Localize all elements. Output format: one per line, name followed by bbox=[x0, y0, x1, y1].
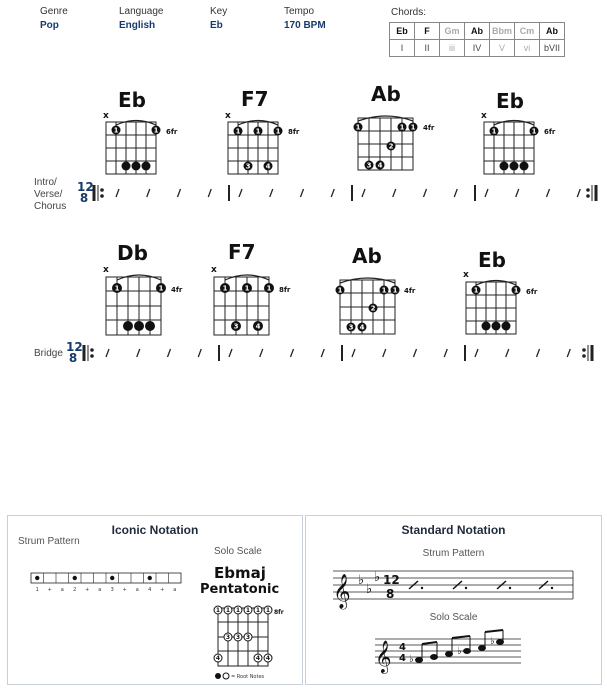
flat-icon: ♭ bbox=[490, 636, 495, 647]
svg-text:4: 4 bbox=[265, 655, 271, 662]
time-signature-top: 12 bbox=[77, 180, 94, 194]
strum-count-label: 3 bbox=[110, 587, 114, 593]
rhythm-slash bbox=[444, 349, 447, 357]
key-label: Key bbox=[210, 6, 228, 17]
chord-name: Eb bbox=[478, 248, 506, 272]
muted-string-marker: x bbox=[103, 265, 109, 275]
rhythm-slash bbox=[239, 189, 242, 197]
strum-hit-dot bbox=[148, 576, 152, 580]
strum-pattern-staff bbox=[331, 561, 581, 611]
chord-cell: Gm bbox=[440, 23, 465, 40]
svg-text:4: 4 bbox=[255, 322, 261, 331]
rhythm-slash-line bbox=[90, 182, 600, 204]
note-head bbox=[446, 652, 453, 657]
svg-text:1: 1 bbox=[255, 607, 261, 614]
svg-text:1: 1 bbox=[244, 284, 250, 293]
strum-count-label: a bbox=[98, 587, 102, 593]
strum-count-label: 2 bbox=[73, 587, 77, 593]
rhythm-slash bbox=[116, 189, 119, 197]
rhythm-slash bbox=[208, 189, 211, 197]
finger-dot bbox=[500, 162, 509, 171]
svg-text:2: 2 bbox=[388, 142, 394, 151]
time-signature bbox=[77, 180, 94, 205]
solo-scale-label: Solo Scale bbox=[429, 612, 478, 623]
rhythm-slash bbox=[537, 349, 540, 357]
scale-fretboard-diagram bbox=[208, 602, 288, 682]
flat-icon: ♭ bbox=[366, 582, 373, 597]
rhythm-slash bbox=[414, 349, 417, 357]
chord-name: F7 bbox=[241, 87, 269, 111]
chord-cell: F bbox=[415, 23, 440, 40]
fret-number: 6fr bbox=[166, 128, 178, 136]
chord-diagram-f7 bbox=[222, 110, 302, 180]
chord-diagram-eb bbox=[100, 110, 180, 180]
finger-dot bbox=[492, 322, 501, 331]
finger-dot bbox=[502, 322, 511, 331]
chords-table bbox=[389, 22, 565, 57]
rhythm-slash-line bbox=[80, 342, 600, 364]
svg-text:1: 1 bbox=[265, 607, 271, 614]
svg-text:1: 1 bbox=[399, 123, 405, 132]
svg-text:1: 1 bbox=[235, 607, 241, 614]
svg-text:3: 3 bbox=[225, 634, 231, 641]
language-label: Language bbox=[119, 6, 164, 17]
muted-string-marker: x bbox=[211, 265, 217, 275]
scale-name-line2: Pentatonic bbox=[200, 582, 280, 597]
muted-string-marker: x bbox=[103, 111, 109, 121]
strum-count-label: 1 bbox=[35, 587, 39, 593]
strum-count-label: + bbox=[85, 587, 90, 593]
fret-number: 4fr bbox=[404, 287, 416, 295]
rhythm-slash bbox=[475, 349, 478, 357]
genre-value: Pop bbox=[40, 20, 59, 31]
treble-clef-icon: 𝄞 bbox=[333, 574, 351, 609]
root-note-legend-dot bbox=[215, 673, 221, 679]
chord-diagram-db bbox=[100, 263, 195, 339]
strum-count-label: a bbox=[60, 587, 64, 593]
rhythm-slash bbox=[321, 349, 324, 357]
root-notes-legend: = Root Notes bbox=[231, 674, 265, 680]
fret-number: 8fr bbox=[274, 609, 284, 616]
chord-cell: Ab bbox=[465, 23, 490, 40]
numeral-cell: I bbox=[390, 40, 415, 57]
tempo-value: 170 BPM bbox=[284, 20, 326, 31]
svg-text:1: 1 bbox=[222, 284, 228, 293]
svg-text:1: 1 bbox=[381, 286, 387, 295]
chord-diagram-f7 bbox=[208, 263, 303, 339]
chords-table-names-row bbox=[390, 23, 565, 40]
section-label-line: Intro/ bbox=[34, 177, 57, 188]
rhythm-slash bbox=[260, 349, 263, 357]
solo-scale-staff bbox=[371, 624, 531, 679]
chord-cell: Eb bbox=[390, 23, 415, 40]
section-label-line: Chorus bbox=[34, 201, 67, 212]
rhythm-slash bbox=[147, 189, 150, 197]
finger-dot bbox=[520, 162, 529, 171]
finger-dot bbox=[482, 322, 491, 331]
repeat-dot bbox=[583, 355, 586, 358]
svg-text:1: 1 bbox=[153, 126, 159, 135]
fret-number: 8fr bbox=[288, 128, 300, 136]
rhythm-slash bbox=[383, 349, 386, 357]
svg-text:1: 1 bbox=[513, 286, 519, 295]
standard-notation-panel bbox=[305, 515, 602, 685]
rhythm-slash bbox=[291, 349, 294, 357]
svg-text:1: 1 bbox=[158, 284, 164, 293]
strum-count-label: 4 bbox=[148, 587, 152, 593]
rhythm-slash bbox=[516, 189, 519, 197]
numeral-cell: vi bbox=[515, 40, 540, 57]
svg-text:1: 1 bbox=[225, 607, 231, 614]
strum-hit-dot bbox=[35, 576, 39, 580]
flat-icon: ♭ bbox=[358, 573, 365, 588]
svg-text:1: 1 bbox=[531, 127, 537, 136]
rhythm-slash bbox=[547, 189, 550, 197]
time-signature-top: 4 bbox=[399, 642, 406, 653]
numeral-cell: IV bbox=[465, 40, 490, 57]
chord-cell: Cm bbox=[515, 23, 540, 40]
svg-text:1: 1 bbox=[410, 123, 416, 132]
muted-string-marker: x bbox=[481, 111, 487, 121]
chord-name: Ab bbox=[352, 244, 382, 268]
chords-table-numerals-row bbox=[390, 40, 565, 57]
note-head bbox=[479, 646, 486, 651]
panel-title: Standard Notation bbox=[401, 523, 506, 537]
strum-count-label: + bbox=[160, 587, 165, 593]
strum-hit-dot bbox=[73, 576, 77, 580]
svg-text:1: 1 bbox=[215, 607, 221, 614]
rhythm-slash bbox=[424, 189, 427, 197]
note-head bbox=[431, 655, 438, 660]
finger-dot bbox=[142, 162, 151, 171]
finger-dot bbox=[134, 321, 144, 331]
rhythm-slash bbox=[393, 189, 396, 197]
svg-text:3: 3 bbox=[245, 634, 251, 641]
finger-dot bbox=[510, 162, 519, 171]
rhythm-slash bbox=[567, 349, 570, 357]
svg-text:3: 3 bbox=[348, 323, 354, 332]
finger-dot bbox=[132, 162, 141, 171]
svg-text:1: 1 bbox=[114, 284, 120, 293]
repeat-dot bbox=[101, 195, 104, 198]
numeral-cell: II bbox=[415, 40, 440, 57]
flat-icon: ♭ bbox=[374, 570, 381, 585]
svg-text:1: 1 bbox=[255, 127, 261, 136]
flat-icon: ♭ bbox=[457, 646, 462, 657]
fret-number: 4fr bbox=[423, 124, 435, 132]
rhythm-slash bbox=[178, 189, 181, 197]
rhythm-slash bbox=[198, 349, 201, 357]
rhythm-dot bbox=[465, 587, 467, 589]
key-value: Eb bbox=[210, 20, 223, 31]
strum-count-label: + bbox=[122, 587, 127, 593]
fret-number: 8fr bbox=[279, 286, 291, 294]
rhythm-slash bbox=[362, 189, 365, 197]
rhythm-slash bbox=[485, 189, 488, 197]
time-signature-bottom: 8 bbox=[68, 351, 78, 365]
numeral-cell: V bbox=[490, 40, 515, 57]
rhythm-dot bbox=[509, 587, 511, 589]
treble-clef-icon: 𝄞 bbox=[375, 640, 392, 673]
solo-scale-label: Solo Scale bbox=[214, 546, 262, 557]
strum-pattern-label: Strum Pattern bbox=[422, 548, 485, 559]
muted-string-marker: x bbox=[225, 111, 231, 121]
rhythm-slash bbox=[331, 189, 334, 197]
finger-dot bbox=[145, 321, 155, 331]
time-signature bbox=[66, 340, 83, 365]
chord-diagram-eb bbox=[478, 110, 558, 180]
svg-text:4: 4 bbox=[377, 161, 383, 170]
rhythm-slash bbox=[168, 349, 171, 357]
repeat-dot bbox=[101, 189, 104, 192]
strum-pattern-grid bbox=[30, 571, 185, 593]
svg-text:3: 3 bbox=[245, 162, 251, 171]
chord-diagram-ab bbox=[350, 106, 440, 176]
rhythm-slash bbox=[137, 349, 140, 357]
rhythm-slash bbox=[229, 349, 232, 357]
svg-text:1: 1 bbox=[337, 286, 343, 295]
svg-text:1: 1 bbox=[266, 284, 272, 293]
time-signature-bottom: 8 bbox=[79, 191, 89, 205]
section-label-bridge: Bridge bbox=[34, 348, 63, 359]
note-head bbox=[497, 640, 504, 645]
repeat-dot bbox=[583, 349, 586, 352]
chords-table-label: Chords: bbox=[391, 7, 427, 18]
rhythm-slash bbox=[577, 189, 580, 197]
strum-hit-dot bbox=[110, 576, 114, 580]
svg-text:1: 1 bbox=[245, 607, 251, 614]
svg-text:3: 3 bbox=[366, 161, 372, 170]
strum-count-label: a bbox=[173, 587, 177, 593]
repeat-dot bbox=[91, 349, 94, 352]
chord-cell: Bbm bbox=[490, 23, 515, 40]
scale-name-line1: Ebmaj bbox=[214, 564, 266, 582]
svg-text:3: 3 bbox=[233, 322, 239, 331]
repeat-dot bbox=[587, 189, 590, 192]
rhythm-slash bbox=[270, 189, 273, 197]
svg-text:4: 4 bbox=[255, 655, 261, 662]
svg-text:1: 1 bbox=[491, 127, 497, 136]
chord-diagram-ab bbox=[332, 266, 427, 338]
svg-text:4: 4 bbox=[265, 162, 271, 171]
chord-name: F7 bbox=[228, 240, 256, 264]
rhythm-slash bbox=[106, 349, 109, 357]
chord-name: Db bbox=[117, 241, 148, 265]
section-label-intro-verse-chorus bbox=[34, 177, 66, 213]
time-signature-bottom: 8 bbox=[386, 587, 395, 601]
svg-text:3: 3 bbox=[235, 634, 241, 641]
svg-text:2: 2 bbox=[370, 304, 376, 313]
section-label-line: Verse/ bbox=[34, 189, 63, 200]
rhythm-dot bbox=[421, 587, 423, 589]
strum-pattern-label: Strum Pattern bbox=[18, 536, 80, 547]
rhythm-slash bbox=[454, 189, 457, 197]
time-signature-top: 12 bbox=[66, 340, 83, 354]
svg-text:1: 1 bbox=[473, 286, 479, 295]
rhythm-dot bbox=[551, 587, 553, 589]
chord-name: Eb bbox=[496, 89, 524, 113]
language-value: English bbox=[119, 20, 156, 31]
muted-string-marker: x bbox=[463, 270, 469, 280]
genre-label: Genre bbox=[40, 6, 68, 17]
svg-text:1: 1 bbox=[392, 286, 398, 295]
svg-text:1: 1 bbox=[275, 127, 281, 136]
finger-dot bbox=[123, 321, 133, 331]
chord-name: Eb bbox=[118, 88, 146, 112]
svg-text:1: 1 bbox=[113, 126, 119, 135]
tempo-label: Tempo bbox=[284, 6, 315, 17]
chord-name: Ab bbox=[371, 82, 401, 106]
svg-text:1: 1 bbox=[355, 123, 361, 132]
rhythm-slash bbox=[506, 349, 509, 357]
numeral-cell: bVII bbox=[540, 40, 565, 57]
strum-count-label: + bbox=[47, 587, 52, 593]
iconic-notation-panel bbox=[7, 515, 303, 685]
time-signature-bottom: 4 bbox=[399, 653, 406, 664]
flat-icon: ♭ bbox=[409, 654, 414, 665]
rhythm-slash bbox=[352, 349, 355, 357]
root-note-legend-dot bbox=[223, 673, 229, 679]
finger-dot bbox=[122, 162, 131, 171]
svg-text:1: 1 bbox=[235, 127, 241, 136]
note-head bbox=[416, 658, 423, 663]
rhythm-slash bbox=[301, 189, 304, 197]
chord-cell: Ab bbox=[540, 23, 565, 40]
fret-number: 6fr bbox=[544, 128, 556, 136]
chord-diagram-eb bbox=[460, 268, 545, 338]
fret-number: 4fr bbox=[171, 286, 183, 294]
panel-title: Iconic Notation bbox=[111, 523, 199, 537]
strum-count-label: a bbox=[135, 587, 139, 593]
time-signature-top: 12 bbox=[383, 573, 400, 587]
repeat-dot bbox=[91, 355, 94, 358]
svg-text:4: 4 bbox=[215, 655, 221, 662]
fret-number: 6fr bbox=[526, 288, 538, 296]
note-head bbox=[464, 649, 471, 654]
numeral-cell: iii bbox=[440, 40, 465, 57]
repeat-dot bbox=[587, 195, 590, 198]
svg-text:4: 4 bbox=[359, 323, 365, 332]
